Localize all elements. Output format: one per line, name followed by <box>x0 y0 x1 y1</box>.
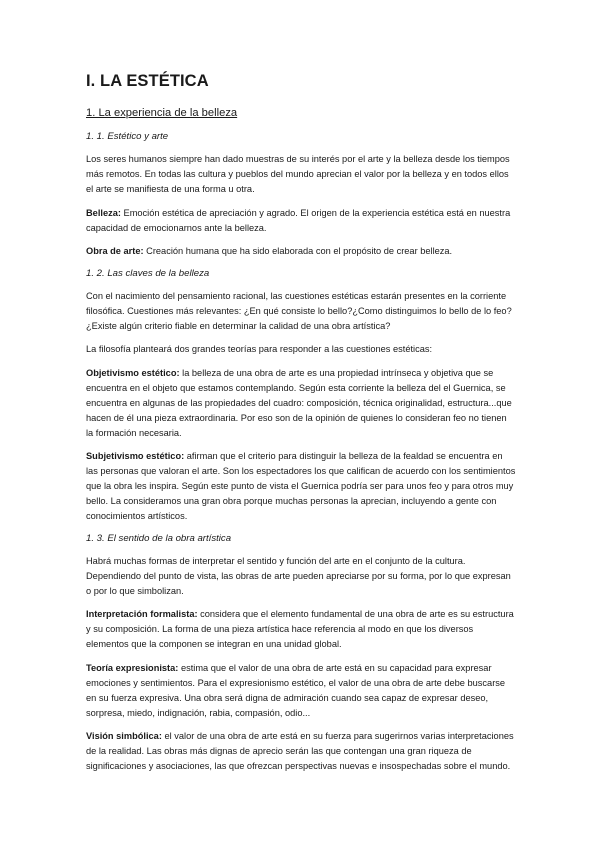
term: Objetivismo estético: <box>86 367 180 378</box>
term: Obra de arte: <box>86 246 144 256</box>
term: Visión simbólica: <box>86 731 162 741</box>
definition-paragraph <box>86 206 516 236</box>
definition-paragraph <box>86 449 516 524</box>
term: Subjetivismo estético: <box>86 451 185 461</box>
definition-text: afirman que el criterio para distinguir la belleza de la fealdad se encuentra en las personas que valoran el arte. Son los espectadores los que califican de acuerdo con los sentimientos que la obra les inspira. Según este punto de vista el Guernica podría ser para unos feo y para otros muy bello. La consideramos una gran obra porque muchas personas la aprecian, incluyendo a gente con conocimientos artísticos. <box>86 451 516 521</box>
definition-text: estima que el valor de una obra de arte está en su capacidad para expresar emociones y sentimientos. Para el expresionismo estético, el valor de una obra de arte debe buscarse en su fuerza expresiva. Una obra será digna de admiración cuando sea capaz de expresar deseo, sorpresa, miedo, indignación, rabia, compasión, odio... <box>86 662 506 718</box>
definition-paragraph <box>86 729 516 774</box>
term: Belleza: <box>86 207 121 218</box>
section-heading: 1. La experiencia de la belleza <box>86 107 238 119</box>
term: Teoría expresionista: <box>86 662 179 673</box>
definition-text: la belleza de una obra de arte es una propiedad intrínseca y objetiva que se encuentra en el objeto que estamos contemplando. Según esta corriente la belleza del el Guernica, se encuentra en algunas de las propiedades del cuadro: composición, técnica originalidad, estructura...que hacen de él una pieza extraordinaria. Por eso son de la opinión de quienes lo consideran feo no tienen la formación necesaria. <box>86 367 512 438</box>
subsection-heading: 1. 3. El sentido de la obra artística <box>86 532 232 544</box>
term: Interpretación formalista: <box>86 609 198 619</box>
subsection-heading: 1. 1. Estético y arte <box>86 131 169 142</box>
page-title: I. LA ESTÉTICA <box>86 72 209 90</box>
paragraph: La filosofía planteará dos grandes teorías para responder a las cuestiones estéticas: <box>86 344 433 354</box>
definition-paragraph <box>86 366 516 441</box>
definition-paragraph <box>86 244 516 259</box>
paragraph: Los seres humanos siempre han dado muestras de su interés por el arte y la belleza desde los tiempos más remotos. En todas las cultura y pueblos del mundo aprecian el valor por la belleza y en todos ellos el arte se manifiesta de una forma u otra. <box>86 154 510 194</box>
definition-text: el valor de una obra de arte está en su fuerza para sugerirnos varias interpretaciones de la realidad. Las obras más dignas de aprecio serán las que contengan una gran riqueza de significaciones y asociaciones, las que ofrezcan perspectivas nuevas e insospechadas sobre el mundo. <box>86 731 514 771</box>
document-body <box>86 72 516 783</box>
subsection-heading: 1. 2. Las claves de la belleza <box>86 267 210 279</box>
definition-text: Creación humana que ha sido elaborada con el propósito de crear belleza. <box>143 246 453 256</box>
paragraph: Con el nacimiento del pensamiento racional, las cuestiones estéticas estarán presentes en la corriente filosófica. Cuestiones más relevantes: ¿En qué consiste lo bello?¿Como distinguimos lo bello de lo feo?¿Existe algún criterio fiable en determinar la calidad de una obra artística? <box>86 290 512 331</box>
paragraph: Habrá muchas formas de interpretar el sentido y función del arte en el conjunto de la cultura. Dependiendo del punto de vista, las obras de arte pueden apreciarse por su forma, por lo que expresan o por lo que simbolizan. <box>86 555 511 596</box>
definition-text: considera que el elemento fundamental de una obra de arte es su estructura y su composición. La forma de una pieza artística hace referencia al modo en que los diversos elementos que la componen se integran en una unidad global. <box>86 609 514 649</box>
definition-paragraph <box>86 607 516 652</box>
definition-paragraph <box>86 661 516 721</box>
definition-text: Emoción estética de apreciación y agrado. El origen de la experiencia estética está en nuestra capacidad de emocionarnos ante la belleza. <box>86 207 511 233</box>
